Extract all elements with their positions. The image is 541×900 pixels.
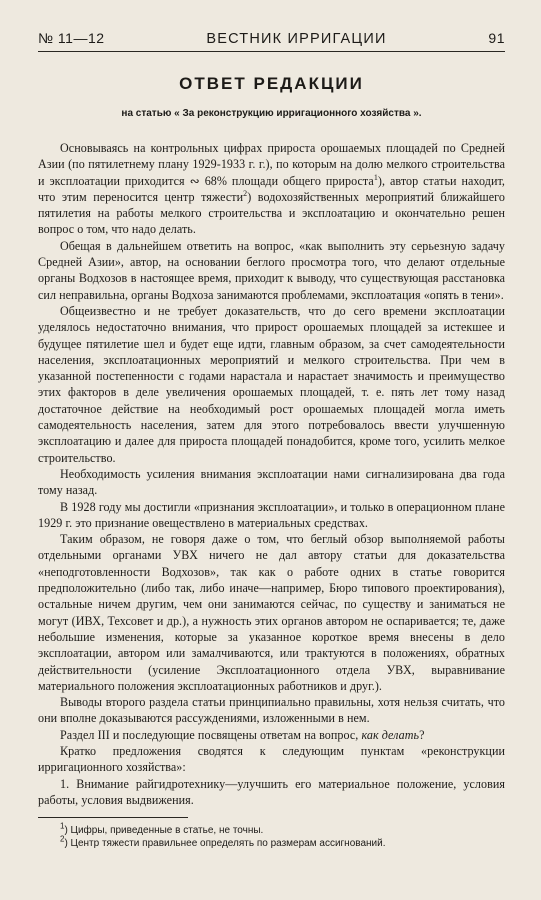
paragraph-6: Таким образом, не говоря даже о том, что беглый обзор выполняемой работы отдельными органами УВХ ничего не дал автору статьи для доказательства «неподготовленности Водхозов», так как о работе одних в статье говорится предположительно (либо так, либо иначе—например, Бюро типового проектирования), остальные ничем другим, чем они занимаются сейчас, по существу и заниматься не могут (ИВХ, Техсовет и др.), а нужность этих органов автором не оспаривается; те, даже небольшие изменения, которые за указанное короткое время внесены в дело эксплоатации, автором или замалчиваются, или трактуются в положениях, обратных действительности (усиление Эксплоатационного отдела УВХ, выравнивание материального положения эксплоатационных работников и друг.). [38,532,505,693]
article-title: ОТВЕТ РЕДАКЦИИ [179,74,364,93]
paragraph-3: Общеизвестно и не требует доказательств, что до сего времени эксплоатации уделялось недостаточно внимания, что прирост орошаемых площадей за истекшее и будущее пятилетие шел и будет еще идти, главным образом, за счет самодеятельности населения, эксплоатационных мероприятий и мелкого строительства. При чем в указанной постепенности с годами нарастала и нарастает значимость и преимущество этих факторов в деле увеличения орошаемых площадей, т. е. пять лет тому назад достаточное действие на необходимый рост орошаемых площадей могла иметь самодеятельность населения, затем для этого потребовалось ввести улучшенную эксплоатацию и далее для прироста площадей понадобится, кроме того, усилить мелкое строительство. [38,303,505,465]
page-number: 91 [488,30,505,46]
emphasis: как делать [361,727,420,742]
article-subtitle: на статью « За реконструкцию ирригационного хозяйства ». [121,108,422,119]
issue-number: № 11—12 [38,30,105,46]
footnotes [38,821,505,850]
article-body [38,140,505,808]
paragraph-4: Необходимость усиления внимания эксплоатации нами сигнализирована два года тому назад. [38,466,505,498]
paragraph-5: В 1928 году мы достигли «признания эксплоатации», и только в операционном плане 1929 г. это признание овеществлено в материальных средствах. [38,499,505,530]
footnote-divider [38,817,188,818]
paragraph-7: Выводы второго раздела статьи принципиально правильны, хотя нельзя считать, что они вполне доказываются рассуждениями, изложенными в нем. [38,695,505,726]
paragraph-10: 1. Внимание райгидротехнику—улучшить его материальное положение, условия работы, условия выдвижения. [38,776,505,807]
journal-title: ВЕСТНИК ИРРИГАЦИИ [206,31,387,47]
footnote-ref-2: 2 [243,188,248,198]
running-head [38,30,505,52]
paragraph-2: Обещая в дальнейшем ответить на вопрос, «как выполнить эту серьезную задачу Средней Азии», автор, на основании беглого просмотра того, что делают отдельные органы Водхозов в настоящее время, приходит к выводу, что существующая расстановка сил неправильна, органы Водхоза занимаются проблемами, эксплоатация «опять в тени». [38,238,505,302]
paragraph-1: Основываясь на контрольных цифрах прироста орошаемых площадей по Средней Азии (по пятилетнему плану 1929-1933 г. г.), по которым на долю мелкого строительства и эксплоатации приходится ∾ 68% площади общего прироста$^1$), автор статьи находит, что этим переносится центр тяжести$^2$) водохозяйственных мероприятий ближайшего пятилетия на работы мелкого строительства и эксплоатацию и окончательно решен вопрос о том, что надо делать. [38,141,505,237]
paragraph-8: Раздел III и последующие посвящены ответам на вопрос, как делать? [60,727,425,742]
footnote-ref-1: 1 [373,172,378,182]
footnote-1: $^1$) Цифры, приведенные в статье, не точны. [60,821,264,837]
footnote-2: $^2$) Центр тяжести правильнее определять по размерам ассигнований. [60,834,386,850]
paragraph-9: Кратко предложения сводятся к следующим пунктам «реконструкции ирригационного хозяйства»: [38,743,505,775]
